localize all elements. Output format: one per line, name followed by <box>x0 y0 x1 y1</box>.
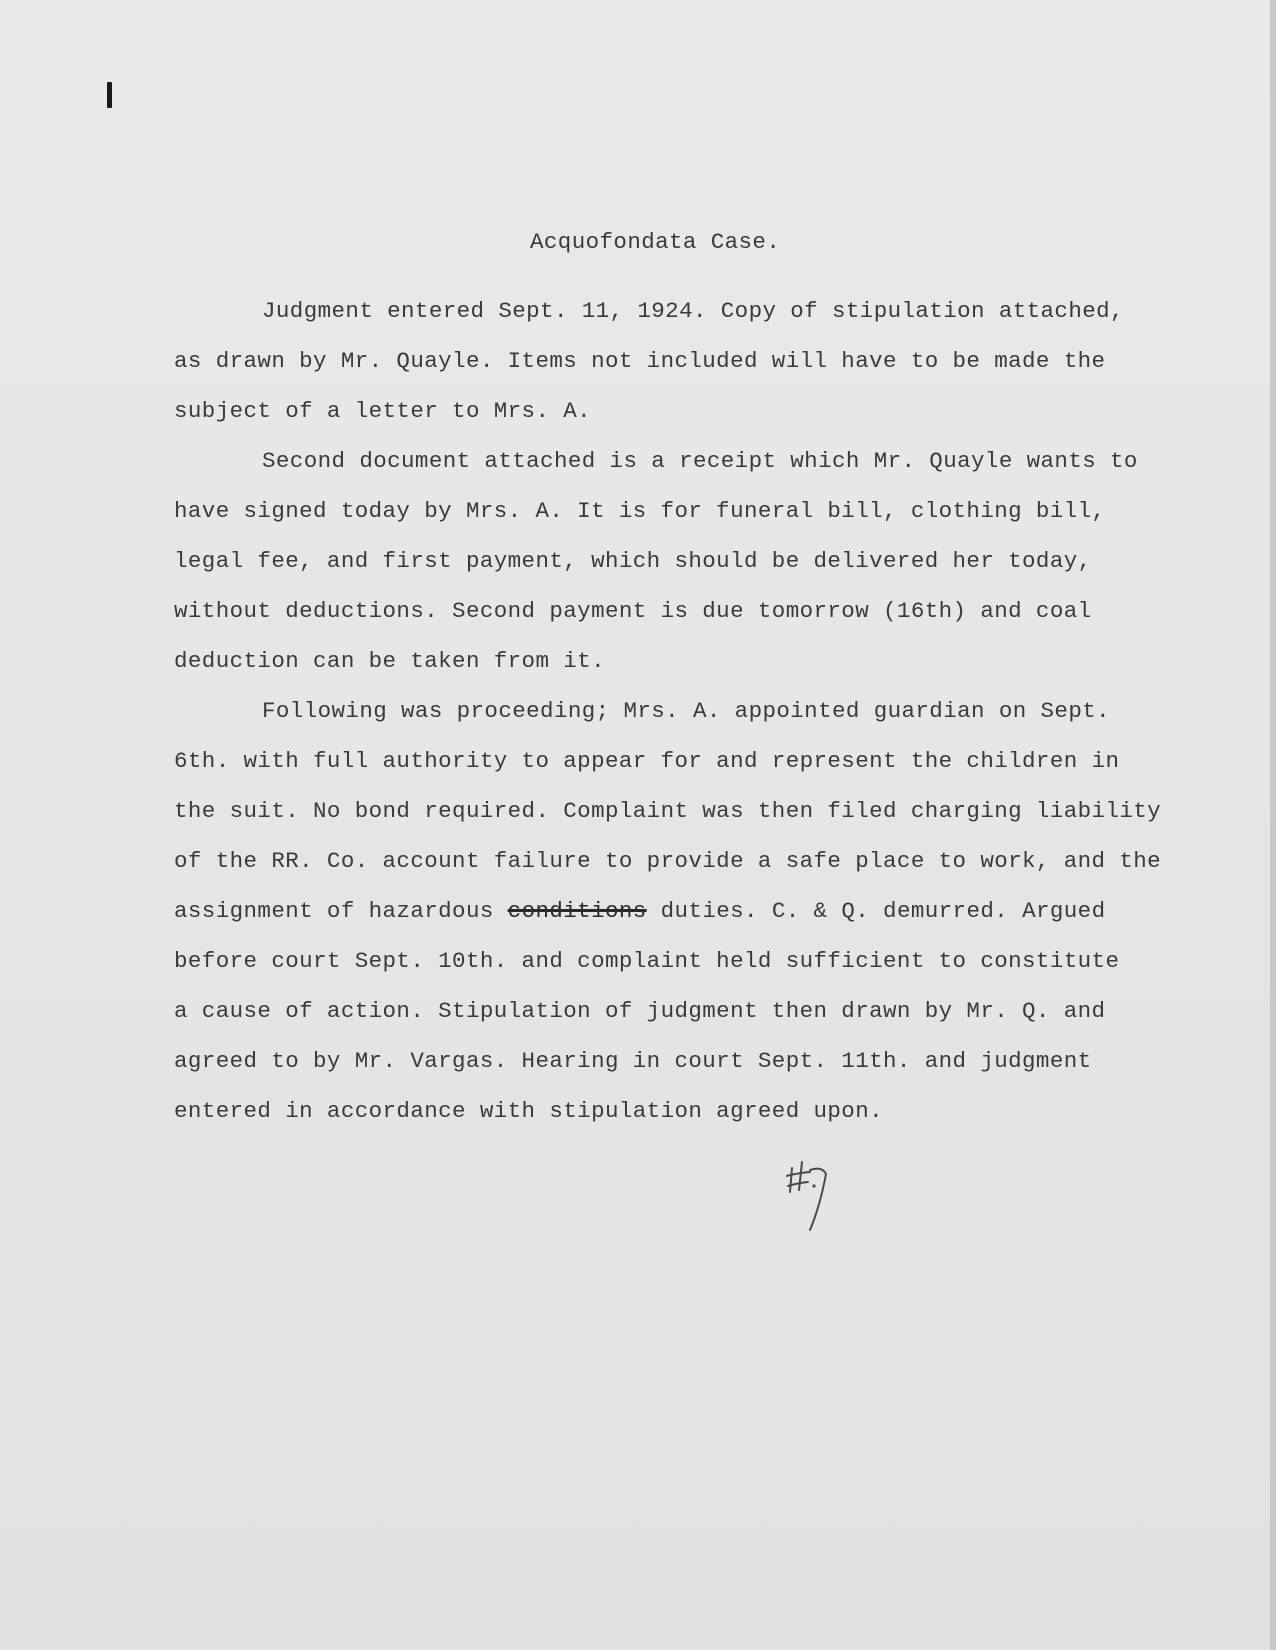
text-line: the suit. No bond required. Complaint was then filed charging liability <box>174 798 1162 824</box>
typewriter-tab-mark <box>107 82 112 108</box>
text-line: subject of a letter to Mrs. A. <box>174 398 592 424</box>
text-line: of the RR. Co. account failure to provide a safe place to work, and the <box>174 848 1162 874</box>
text-line: Following was proceeding; Mrs. A. appointed guardian on Sept. <box>262 698 1111 724</box>
text-line: deduction can be taken from it. <box>174 648 605 674</box>
text-line: as drawn by Mr. Quayle. Items not included will have to be made the <box>174 348 1106 374</box>
text-line: agreed to by Mr. Vargas. Hearing in court Sept. 11th. and judgment <box>174 1048 1092 1074</box>
typescript-body <box>174 222 1274 1136</box>
text-line: entered in accordance with stipulation agreed upon. <box>174 1098 884 1124</box>
text-segment: duties. C. & Q. demurred. Argued <box>660 898 1106 924</box>
text-segment: assignment of hazardous <box>174 898 494 924</box>
text-line: have signed today by Mrs. A. It is for funeral bill, clothing bill, <box>174 498 1106 524</box>
text-line: before court Sept. 10th. and complaint held sufficient to constitute <box>174 948 1120 974</box>
paragraph-receipt <box>174 436 1274 686</box>
handwritten-initials <box>786 1156 866 1236</box>
paragraph-judgment <box>174 286 1274 436</box>
text-line: 6th. with full authority to appear for and represent the children in <box>174 748 1120 774</box>
text-line: without deductions. Second payment is due tomorrow (16th) and coal <box>174 598 1092 624</box>
text-line-with-strikeout <box>174 886 1274 936</box>
paragraph-proceeding <box>174 686 1274 1136</box>
text-line: a cause of action. Stipulation of judgment then drawn by Mr. Q. and <box>174 998 1106 1024</box>
text-line: Judgment entered Sept. 11, 1924. Copy of stipulation attached, <box>262 298 1124 324</box>
struck-out-word: conditions <box>507 898 647 924</box>
text-line: legal fee, and first payment, which should be delivered her today, <box>174 548 1092 574</box>
document-title: Acquofondata Case. <box>530 229 781 255</box>
text-line: Second document attached is a receipt which Mr. Quayle wants to <box>262 448 1138 474</box>
